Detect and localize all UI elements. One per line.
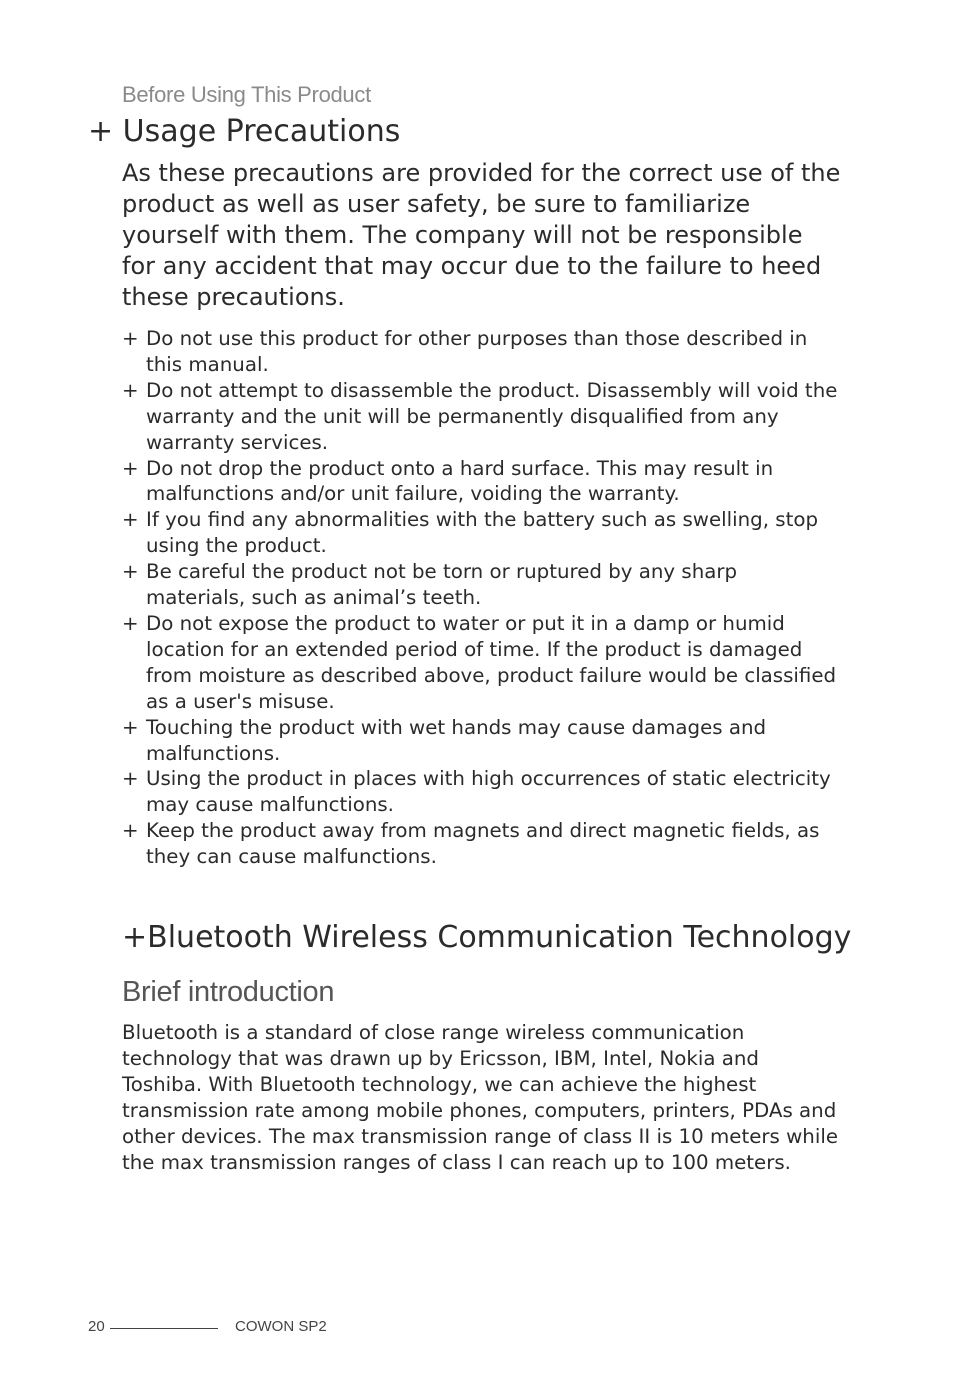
list-item-text: Do not use this product for other purposes than those described in this manual. [146,327,808,376]
bullet-plus: + [122,327,139,350]
usage-intro-paragraph: As these precautions are provided for the correct use of the product as well as user safety, be sure to familiarize yourself with them. The company will not be responsible for any accident that may occur due to the failure to heed these precautions. [122,159,841,311]
list-item [122,611,842,715]
bullet-plus: + [122,715,139,739]
usage-precautions-heading: + Usage Precautions [88,114,401,149]
list-item [122,326,842,378]
list-item-text: Touching the product with wet hands may cause damages and malfunctions. [146,715,767,765]
bullet-plus: + [122,508,139,532]
brief-introduction-subheading: Brief introduction [122,976,335,1008]
list-item [122,559,842,611]
list-item [122,456,842,508]
list-item-text: If you find any abnormalities with the battery such as swelling, stop using the product. [146,508,819,558]
bullet-plus: + [122,560,139,584]
section-label: Before Using This Product [122,82,371,107]
page-footer [88,1318,488,1338]
precautions-list [122,326,842,870]
bullet-plus: + [122,378,139,402]
list-item-text: Using the product in places with high occurrences of static electricity may cause malfunctions. [146,767,831,817]
product-name: COWON SP2 [235,1318,327,1335]
bullet-plus: + [122,767,139,791]
list-item-text: Keep the product away from magnets and direct magnetic fields, as they can cause malfunctions. [146,819,820,869]
list-item [122,715,842,767]
list-item [122,818,842,870]
bullet-plus: + [122,611,139,635]
footer-rule [110,1328,218,1329]
list-item [122,766,842,818]
bluetooth-body-paragraph: Bluetooth is a standard of close range wireless communication technology that was drawn up by Ericsson, IBM, Intel, Nokia and Toshiba. With Bluetooth technology, we can achieve the highest transmission rate among mobile phones, computers, printers, PDAs and other devices. The max transmission range of class II is 10 meters while the max transmission ranges of class I can reach up to 100 meters. [122,1021,838,1174]
list-item [122,378,842,456]
bullet-plus: + [122,819,139,843]
bluetooth-heading: +Bluetooth Wireless Communication Technology [122,920,852,955]
bullet-plus: + [122,456,139,480]
list-item-text: Do not expose the product to water or put it in a damp or humid location for an extended period of time. If the product is damaged from moisture as described above, product failure would be classified as a user's misuse. [146,611,837,713]
list-item [122,507,842,559]
page-number: 20 [88,1318,105,1335]
list-item-text: Do not drop the product onto a hard surface. This may result in malfunctions and/or unit failure, voiding the warranty. [146,456,774,506]
list-item-text: Be careful the product not be torn or ruptured by any sharp materials, such as animal’s teeth. [146,560,738,610]
list-item-text: Do not attempt to disassemble the product. Disassembly will void the warranty and the unit will be permanently disqualified from any warranty services. [146,378,838,454]
